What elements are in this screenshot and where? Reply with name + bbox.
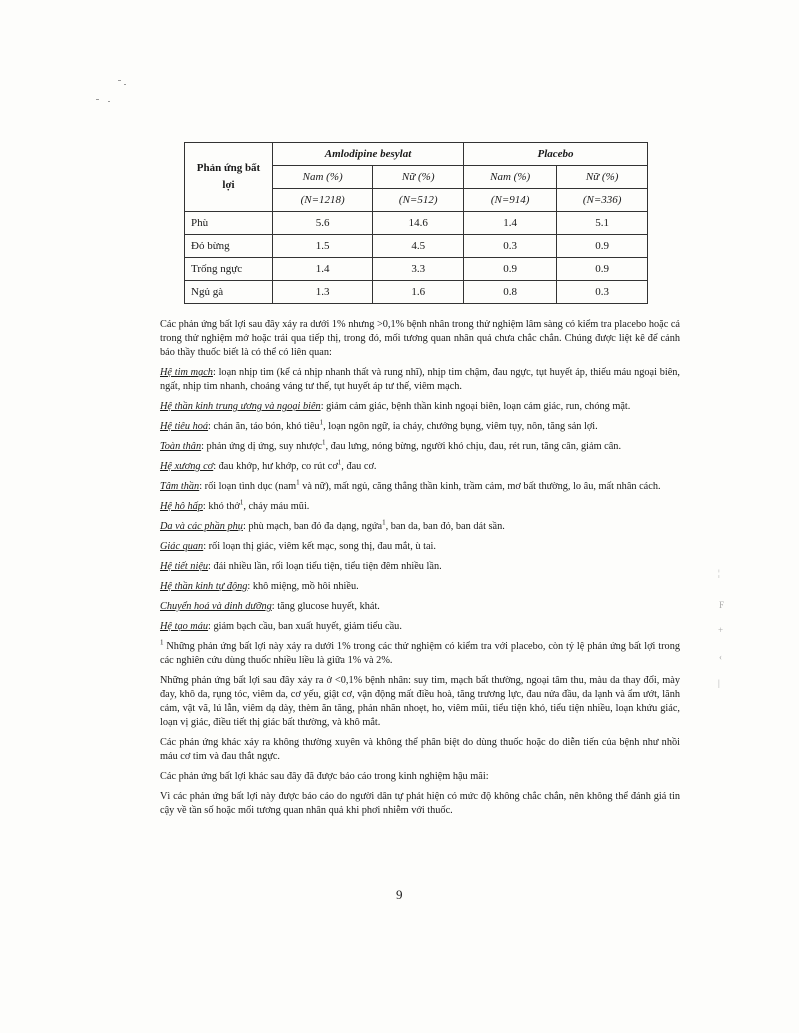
cell: 1.5 bbox=[273, 235, 373, 258]
section-text: : giảm bạch cầu, ban xuất huyết, giảm tiểu cầu. bbox=[208, 621, 402, 632]
cell: 14.6 bbox=[373, 212, 464, 235]
section-text: , chảy máu mũi. bbox=[243, 501, 310, 512]
table-row bbox=[185, 212, 648, 235]
section-title: Hệ xương cơ bbox=[160, 461, 214, 472]
section-title: Hệ tim mạch bbox=[160, 367, 213, 378]
section-general bbox=[160, 440, 680, 454]
footnote-ref: 1 bbox=[296, 478, 300, 487]
section-text: và nữ), mất ngủ, căng thẳng thần kinh, trầm cảm, mơ bất thường, lo âu, mất nhân cách. bbox=[299, 481, 661, 492]
section-text: : phù mạch, ban đỏ đa dạng, ngứa bbox=[242, 521, 383, 532]
section-title: Hệ hô hấp bbox=[160, 501, 203, 512]
cell: 5.1 bbox=[557, 212, 648, 235]
footnote-ref: 1 bbox=[337, 458, 342, 467]
section-text: : phản ứng dị ứng, suy nhược bbox=[201, 441, 322, 452]
page-number: 9 bbox=[396, 887, 403, 902]
row-label: Đỏ bừng bbox=[185, 235, 273, 258]
section-title: Hệ tạo máu bbox=[160, 621, 209, 632]
margin-mark: F bbox=[719, 600, 725, 610]
table-header-reaction: Phản ứng bất lợi bbox=[185, 143, 273, 212]
intro-paragraph: Các phản ứng bất lợi sau đây xảy ra dưới 1% nhưng >0,1% bệnh nhân trong thử nghiệm lâm sàng có kiểm tra placebo hoặc cả trong thử nghiệm mở hoặc trải qua tiếp thị, trong đó, mối tương quan nhân quả chưa chắc chắn. Chúng được liệt kê để cảnh báo thầy thuốc biết là có thể có liên quan: bbox=[160, 319, 680, 358]
table-row bbox=[185, 258, 648, 281]
cell: 1.6 bbox=[373, 281, 464, 304]
section-musculoskeletal bbox=[160, 460, 680, 474]
cell: 0.3 bbox=[557, 281, 648, 304]
footnote-ref: 1 bbox=[239, 498, 244, 507]
paragraph-other-reactions: Các phản ứng khác xảy ra không thường xuyên và không thể phân biệt do dùng thuốc hoặc do diễn tiến của bệnh như nhồi máu cơ tim và đau thắt ngực. bbox=[160, 737, 680, 762]
footnote-ref: 1 bbox=[382, 518, 386, 527]
cell: 0.9 bbox=[464, 258, 557, 281]
section-text: : khó thở bbox=[202, 501, 240, 512]
scan-speck bbox=[124, 84, 126, 85]
section-title: Da và các phần phụ bbox=[160, 521, 243, 532]
cell: 0.8 bbox=[464, 281, 557, 304]
section-nervous bbox=[160, 400, 680, 414]
section-title: Hệ thần kinh tự động bbox=[160, 581, 248, 592]
section-text: , đau lưng, nóng bừng, người khó chịu, đau, rét run, tăng cân, giảm cân. bbox=[325, 441, 622, 452]
section-text: : loạn nhịp tim (kể cả nhịp nhanh thất và rung nhĩ), nhịp tim chậm, đau ngực, tụt huyết áp, thiếu máu ngoại biên, ngất, nhịp tim nhanh, choáng váng tư thế, tụt huyết áp tư thế, viêm mạch. bbox=[160, 367, 680, 392]
section-digestive bbox=[160, 420, 680, 434]
table-n-value: (N=336) bbox=[557, 189, 648, 212]
section-text: : rối loạn tình dục (nam bbox=[199, 481, 297, 492]
table-subheader: Nam (%) bbox=[464, 166, 557, 189]
section-senses bbox=[160, 540, 680, 554]
cell: 5.6 bbox=[273, 212, 373, 235]
section-text: , loạn ngôn ngữ, ỉa chảy, chướng bụng, viêm tụy, nôn, tăng sản lợi. bbox=[323, 421, 598, 432]
footnote bbox=[160, 640, 680, 668]
section-text: , ban da, ban đỏ, ban dát sần. bbox=[385, 521, 505, 532]
table-group-placebo: Placebo bbox=[464, 143, 648, 166]
section-title: Giác quan bbox=[160, 541, 204, 552]
cell: 4.5 bbox=[373, 235, 464, 258]
section-text: : đau khớp, hư khớp, co rút cơ bbox=[213, 461, 338, 472]
cell: 1.4 bbox=[464, 212, 557, 235]
row-label: Ngủ gà bbox=[185, 281, 273, 304]
section-text: : khô miệng, mồ hôi nhiều. bbox=[247, 581, 359, 592]
cell: 0.3 bbox=[464, 235, 557, 258]
section-cardiovascular bbox=[160, 366, 680, 394]
section-respiratory bbox=[160, 500, 680, 514]
scan-speck bbox=[118, 80, 121, 81]
section-title: Hệ tiêu hoá bbox=[160, 421, 209, 432]
cell: 3.3 bbox=[373, 258, 464, 281]
table-subheader: Nữ (%) bbox=[557, 166, 648, 189]
footnote-text: Những phản ứng bất lợi này xảy ra dưới 1% trong các thử nghiệm có kiểm tra với placebo, còn tỷ lệ phản ứng bất lợi trong các nghiên cứu dùng thuốc nhiều liều là giữa 1% và 2%. bbox=[160, 641, 680, 666]
section-title: Tâm thần bbox=[160, 481, 200, 492]
footnote-ref: 1 bbox=[321, 438, 326, 447]
table-n-value: (N=512) bbox=[373, 189, 464, 212]
footnote-ref: 1 bbox=[319, 418, 324, 427]
section-title: Hệ thần kinh trung ương và ngoại biên bbox=[160, 401, 321, 412]
section-metabolic bbox=[160, 600, 680, 614]
document-body bbox=[160, 318, 680, 824]
cell: 1.4 bbox=[273, 258, 373, 281]
footnote-marker: 1 bbox=[160, 638, 164, 647]
section-hematologic bbox=[160, 620, 680, 634]
section-text: : chán ăn, táo bón, khó tiêu bbox=[208, 421, 320, 432]
table-n-value: (N=914) bbox=[464, 189, 557, 212]
section-title: Toàn thân bbox=[160, 441, 202, 452]
table-row bbox=[185, 235, 648, 258]
section-text: , đau cơ. bbox=[341, 461, 377, 472]
section-autonomic bbox=[160, 580, 680, 594]
section-skin bbox=[160, 520, 680, 534]
cell: 1.3 bbox=[273, 281, 373, 304]
margin-mark: ¦ bbox=[718, 568, 720, 578]
cell: 0.9 bbox=[557, 258, 648, 281]
section-title: Chuyển hoá và dinh dưỡng bbox=[160, 601, 272, 612]
adverse-reactions-table bbox=[184, 142, 648, 304]
section-title: Hệ tiết niệu bbox=[160, 561, 209, 572]
cell: 0.9 bbox=[557, 235, 648, 258]
section-text: : giảm cảm giác, bệnh thần kinh ngoại biên, loạn cảm giác, run, chóng mặt. bbox=[320, 401, 631, 412]
scan-speck bbox=[96, 99, 99, 100]
table-subheader: Nữ (%) bbox=[373, 166, 464, 189]
table-row bbox=[185, 281, 648, 304]
paragraph-postmarketing: Các phản ứng bất lợi khác sau đây đã được báo cáo trong kinh nghiệm hậu mãi: bbox=[160, 771, 489, 782]
section-text: : tăng glucose huyết, khát. bbox=[271, 601, 380, 612]
margin-mark: | bbox=[718, 678, 720, 688]
table-subheader: Nam (%) bbox=[273, 166, 373, 189]
margin-mark: + bbox=[718, 625, 724, 635]
paragraph-final: Vì các phản ứng bất lợi này được báo cáo do người dân tự phát hiện có mức độ không chắc chắn, nên không thể đánh giá tin cậy về tần số hoặc mối tương quan nhân quả khi phơi nhiễm với thuốc. bbox=[160, 791, 680, 816]
section-text: : rối loạn thị giác, viêm kết mạc, song thị, đau mắt, ù tai. bbox=[203, 541, 436, 552]
table-n-value: (N=1218) bbox=[273, 189, 373, 212]
margin-mark: ‹ bbox=[719, 652, 722, 662]
section-urinary bbox=[160, 560, 680, 574]
table-group-amlodipine: Amlodipine besylat bbox=[273, 143, 464, 166]
row-label: Phù bbox=[185, 212, 273, 235]
section-text: : đái nhiều lần, rối loạn tiểu tiện, tiểu tiện đêm nhiều lần. bbox=[208, 561, 442, 572]
row-label: Trống ngực bbox=[185, 258, 273, 281]
scan-speck bbox=[108, 101, 110, 102]
paragraph-rare-reactions: Những phản ứng bất lợi sau đây xảy ra ở <0,1% bệnh nhân: suy tim, mạch bất thường, ngoại tâm thu, màu da thay đổi, mày đay, khô da, rụng tóc, viêm da, cơ yếu, giật cơ, vận động mất điều hoà, tăng trương lực, đau nửa đầu, da lạnh và ẩm ướt, lãnh cảm, vật vã, lú lẫn, viêm dạ dày, thèm ăn tăng, phản nhãn nhoẹt, ho, viêm mũi, tiểu tiện khó, tiểu tiện nhiều, loạn khứu giác, loạn vị giác, điều tiết thị giác bất thường, và khô mắt. bbox=[160, 675, 680, 728]
section-psychiatric bbox=[160, 480, 680, 494]
